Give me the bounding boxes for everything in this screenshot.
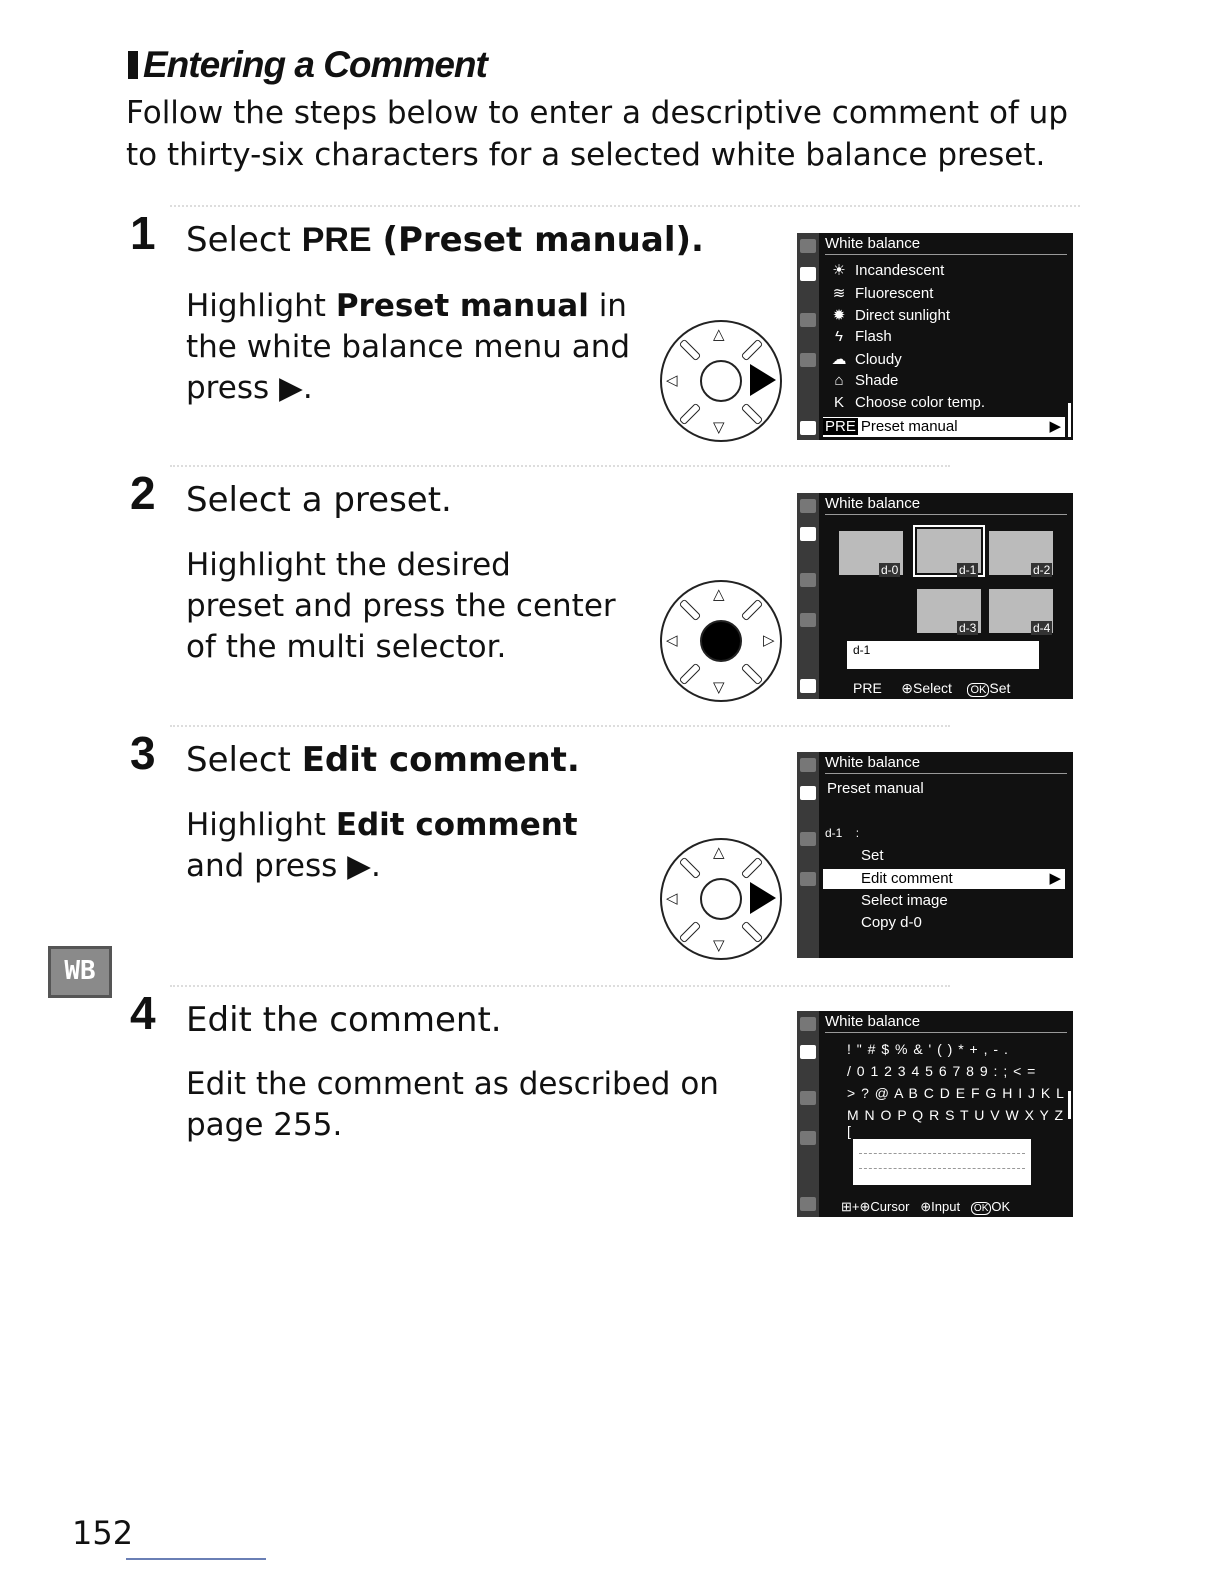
step-4-title: Edit the comment. (186, 1000, 502, 1040)
camera-tab-icon (800, 267, 816, 281)
up-arrow-icon: △ (713, 325, 725, 343)
menu-item-label: Preset manual (860, 418, 958, 435)
separator (170, 985, 950, 987)
preset-label: d-2 (1033, 563, 1051, 577)
step-3-body (186, 805, 626, 887)
incandescent-icon: ☀ (832, 262, 846, 279)
multi-selector-icon: ⊕ (901, 680, 913, 696)
flash-icon: ϟ (835, 328, 843, 345)
menu-item-incandescent (829, 261, 944, 279)
down-arrow-icon: ▽ (713, 418, 725, 436)
heading-marker (128, 51, 138, 79)
right-press-arrow-icon (750, 364, 776, 396)
cloudy-icon: ☁ (831, 351, 847, 368)
step-4-number: 4 (130, 987, 156, 1039)
setup-tab-icon (800, 573, 816, 587)
menu-tab-rail (797, 1011, 819, 1217)
comment-field: d-1 (847, 641, 1039, 669)
preset-label: d-1 (825, 826, 843, 840)
keyboard-row: > ? @ A B C D E F G H I J K L (847, 1085, 1065, 1101)
camera-tab-icon (800, 786, 816, 800)
diagonal-icon (679, 339, 702, 362)
scrollbar (1068, 1091, 1071, 1119)
preset-label: d-3 (959, 621, 977, 635)
step-2-title: Select a preset. (186, 480, 452, 520)
step-3-title (186, 740, 580, 780)
screen-header: White balance (825, 495, 1067, 515)
screen-header: White balance (825, 235, 1067, 255)
preset-manual-menu-screen (797, 752, 1073, 958)
white-balance-menu-screen (797, 233, 1073, 440)
screen-header: White balance (825, 1013, 1067, 1033)
preset-label: d-4 (1033, 621, 1051, 635)
right-arrow-icon: ▶ (347, 848, 371, 884)
step-3-title-text: Select (186, 740, 302, 780)
screen-footer (853, 680, 1010, 697)
kelvin-icon: K (833, 394, 844, 411)
help-icon (800, 1197, 816, 1211)
ok-button-icon: OK (967, 683, 989, 697)
step-1-title-bold: (Preset manual). (382, 220, 704, 260)
step-1-title-text: Select (186, 220, 302, 260)
section-heading (128, 44, 487, 86)
help-icon (800, 421, 816, 435)
retouch-tab-icon (800, 613, 816, 627)
separator (170, 205, 1080, 207)
right-arrow-icon: ▷ (763, 631, 775, 649)
footer-set: Set (989, 680, 1011, 696)
diagonal-icon (741, 339, 764, 362)
menu-item-label: Flash (855, 328, 892, 345)
menu-item-shade (829, 372, 898, 389)
diagonal-icon (679, 403, 702, 426)
diagonal-icon (679, 857, 702, 880)
preset-separator: : (855, 826, 860, 840)
step-3-body-end: . (371, 848, 381, 884)
page-number: 152 (72, 1514, 134, 1552)
menu-item-select-image: Select image (861, 892, 948, 909)
diagonal-icon (679, 599, 702, 622)
menu-tab-rail (797, 493, 819, 699)
screen-subheader: Preset manual (827, 780, 924, 797)
menu-item-label: Choose color temp. (855, 394, 986, 411)
center-button-icon (700, 360, 742, 402)
intro-paragraph: Follow the steps below to enter a descriptive comment of up to thirty-six characters for a selected white balance preset. (126, 95, 1069, 173)
up-arrow-icon: △ (713, 585, 725, 603)
menu-item-preset-manual-selected (823, 417, 1065, 437)
multi-selector-press-right (660, 320, 782, 442)
cursor-keys-icon: ⊞+⊕ (841, 1199, 871, 1214)
diagonal-icon (741, 857, 764, 880)
step-1-body (186, 286, 636, 409)
menu-item-label: Edit comment (861, 870, 953, 887)
diagonal-icon (679, 663, 702, 686)
screen-footer (841, 1199, 1010, 1215)
step-1-body-text: Highlight (186, 288, 336, 324)
separator (170, 465, 950, 467)
menu-item-flash (829, 328, 892, 345)
comment-text-area (853, 1139, 1031, 1185)
wb-chapter-badge: WB (48, 946, 112, 998)
ok-button-icon: OK (971, 1202, 991, 1215)
submenu-arrow-icon: ▶ (1049, 870, 1061, 887)
retouch-tab-icon (800, 353, 816, 367)
menu-item-cloudy (829, 350, 902, 368)
center-button-icon (700, 878, 742, 920)
step-1-body-end: . (302, 370, 313, 406)
playback-tab-icon (800, 1017, 816, 1031)
step-1-body-bold: Preset manual (335, 288, 589, 324)
menu-tab-rail (797, 233, 819, 440)
menu-item-color-temp (829, 394, 985, 411)
multi-selector-press-center (660, 580, 782, 702)
step-2-body: Highlight the desired preset and press the center of the multi selector. (186, 547, 616, 665)
menu-item-label: Direct sunlight (855, 307, 951, 324)
keyboard-row: / 0 1 2 3 4 5 6 7 8 9 : ; < = (847, 1063, 1037, 1079)
sunlight-icon: ✹ (832, 307, 846, 324)
step-3-body-text: and press (186, 848, 348, 884)
setup-tab-icon (800, 313, 816, 327)
step-3-title-bold: Edit comment. (301, 740, 580, 780)
up-arrow-icon: △ (713, 843, 725, 861)
menu-item-label: Shade (855, 372, 899, 389)
footer-ok: OK (991, 1199, 1011, 1214)
separator (170, 725, 950, 727)
multi-selector-icon: ⊕ (920, 1199, 932, 1214)
footer-cursor: Cursor (870, 1199, 910, 1214)
keyboard-row: ! " # $ % & ' ( ) * + , - . (847, 1041, 1009, 1057)
preset-id (825, 826, 859, 840)
diagonal-icon (741, 403, 764, 426)
diagonal-icon (741, 921, 764, 944)
step-3-body-text: Highlight (186, 807, 336, 843)
left-arrow-icon: ◁ (666, 889, 678, 907)
menu-tab-rail (797, 752, 819, 958)
retouch-tab-icon (800, 1131, 816, 1145)
playback-tab-icon (800, 239, 816, 253)
retouch-tab-icon (800, 872, 816, 886)
menu-item-fluorescent (829, 284, 933, 302)
menu-item-direct-sunlight (829, 306, 950, 324)
keyboard-row: M N O P Q R S T U V W X Y Z [ (847, 1107, 1065, 1139)
menu-item-copy-d0: Copy d-0 (861, 914, 922, 931)
screen-header: White balance (825, 754, 1067, 774)
menu-item-label: Fluorescent (855, 285, 934, 302)
diagonal-icon (679, 921, 702, 944)
step-2-number: 2 (130, 467, 156, 519)
preset-label: d-1 (959, 563, 977, 577)
footer-rule (126, 1558, 266, 1560)
step-3-number: 3 (130, 727, 156, 779)
right-press-arrow-icon (750, 882, 776, 914)
multi-selector-press-right (660, 838, 782, 960)
left-arrow-icon: ◁ (666, 631, 678, 649)
pre-code: PRE (825, 418, 856, 435)
diagonal-icon (741, 663, 764, 686)
diagonal-icon (741, 599, 764, 622)
down-arrow-icon: ▽ (713, 678, 725, 696)
preset-select-screen (797, 493, 1073, 699)
section-title: Entering a Comment (143, 44, 487, 85)
menu-item-set: Set (861, 847, 884, 864)
setup-tab-icon (800, 1091, 816, 1105)
scrollbar (1068, 403, 1071, 437)
left-arrow-icon: ◁ (666, 371, 678, 389)
help-icon (800, 679, 816, 693)
step-1-number: 1 (130, 207, 156, 259)
camera-tab-icon (800, 527, 816, 541)
submenu-arrow-icon: ▶ (1049, 418, 1061, 435)
playback-tab-icon (800, 758, 816, 772)
menu-item-label: Cloudy (855, 351, 902, 368)
footer-select: Select (912, 680, 952, 696)
footer-pre: PRE (853, 680, 882, 696)
preset-label: d-0 (881, 563, 899, 577)
step-1-body-text: in the white balance menu and press (186, 288, 631, 406)
step-1-title (186, 220, 704, 260)
camera-tab-icon (800, 1045, 816, 1059)
footer-input: Input (931, 1199, 961, 1214)
keyboard-screen (797, 1011, 1073, 1217)
center-press-icon (700, 620, 742, 662)
step-3-body-bold: Edit comment (335, 807, 578, 843)
menu-item-edit-comment-selected (823, 869, 1065, 889)
fluorescent-icon: ≋ (832, 285, 846, 302)
setup-tab-icon (800, 832, 816, 846)
menu-item-label: Incandescent (855, 262, 945, 279)
down-arrow-icon: ▽ (713, 936, 725, 954)
step-4-body: Edit the comment as described on page 255. (186, 1066, 719, 1143)
right-arrow-icon: ▶ (278, 370, 303, 406)
shade-icon: ⌂ (834, 372, 844, 389)
playback-tab-icon (800, 499, 816, 513)
pre-code: PRE (301, 221, 372, 259)
